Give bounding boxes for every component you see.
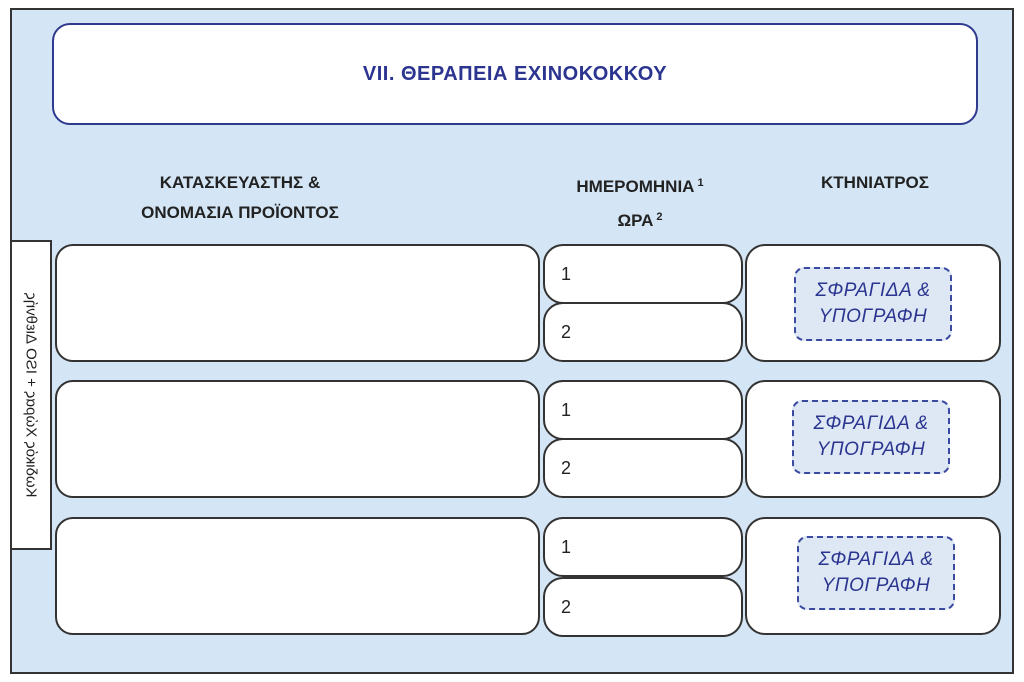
header-date-time [540, 168, 740, 236]
date-slot-number: 1 [561, 400, 572, 420]
header-manufacturer-line2: ΟΝΟΜΑΣΙΑ ΠΡΟΪΟΝΤΟΣ [141, 203, 339, 222]
header-manufacturer-line1: ΚΑΤΑΣΚΕΥΑΣΤΗΣ & [159, 173, 321, 192]
stamp-signature-row3 [797, 536, 955, 610]
date-field-row1[interactable] [543, 244, 743, 304]
stamp-text: ΣΦΡΑΓΙΔΑ & ΥΠΟΓΡΑΦΗ [815, 280, 931, 327]
stamp-text: ΣΦΡΑΓΙΔΑ & ΥΠΟΓΡΑΦΗ [813, 413, 929, 460]
date-field-row2[interactable] [543, 380, 743, 440]
title-box [52, 23, 978, 125]
side-label: Κωδικός Χώρας + ISO Διεθνής [22, 292, 40, 498]
header-time-sup: 2 [656, 211, 663, 223]
header-time-label: ΩΡΑ [617, 211, 654, 230]
side-tab [10, 240, 52, 550]
header-manufacturer [60, 168, 420, 228]
header-date-label: ΗΜΕΡΟΜΗΝΙΑ [576, 177, 695, 196]
product-field-row3[interactable] [55, 517, 540, 635]
header-vet [780, 168, 970, 198]
time-slot-number: 2 [561, 322, 572, 342]
date-slot-number: 1 [561, 537, 572, 557]
date-slot-number: 1 [561, 264, 572, 284]
time-field-row2[interactable] [543, 438, 743, 498]
time-field-row3[interactable] [543, 577, 743, 637]
page-title: VII. ΘΕΡΑΠΕΙΑ ΕΧΙΝΟΚΟΚΚΟΥ [362, 62, 668, 85]
stamp-signature-row1 [794, 267, 952, 341]
product-field-row2[interactable] [55, 380, 540, 498]
date-field-row3[interactable] [543, 517, 743, 577]
product-field-row1[interactable] [55, 244, 540, 362]
time-slot-number: 2 [561, 458, 572, 478]
stamp-text: ΣΦΡΑΓΙΔΑ & ΥΠΟΓΡΑΦΗ [818, 549, 934, 596]
time-field-row1[interactable] [543, 302, 743, 362]
header-date-sup: 1 [697, 177, 704, 189]
header-vet-label: ΚΤΗΝΙΑΤΡΟΣ [821, 173, 929, 192]
stamp-signature-row2 [792, 400, 950, 474]
time-slot-number: 2 [561, 597, 572, 617]
